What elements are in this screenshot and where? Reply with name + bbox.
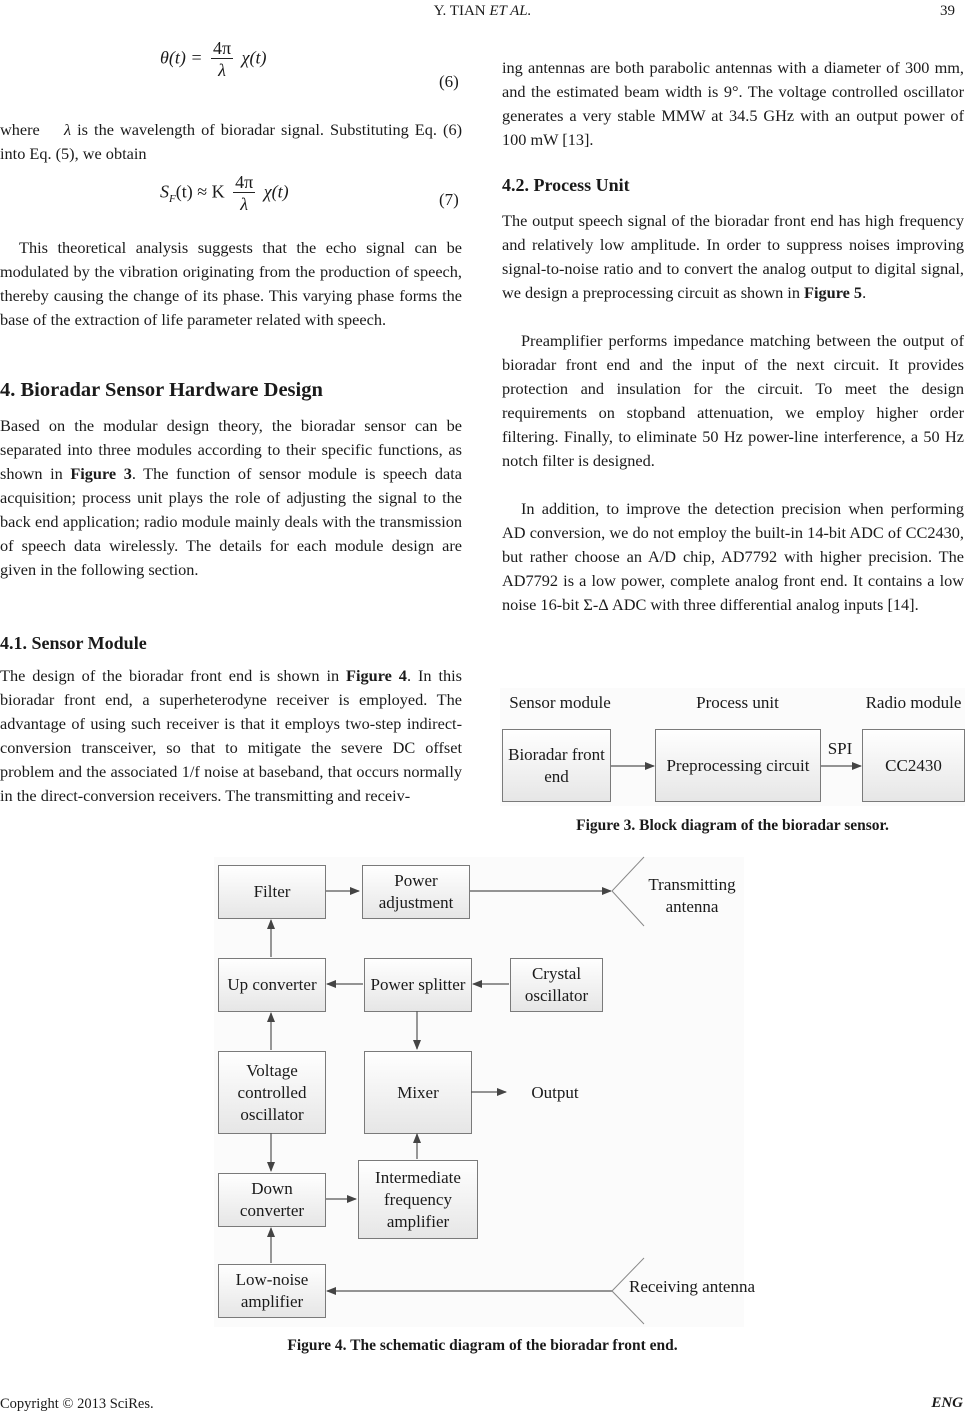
modular-text: Based on the modular design theory, the bioradar sensor can be separated into three modules according to their specific functions, as shown in — [0, 416, 462, 483]
lambda-symbol: λ — [64, 120, 72, 139]
where-text: where — [0, 120, 40, 139]
spi-label: SPI — [827, 739, 853, 758]
receiving-antenna-label: Receiving antenna — [628, 1277, 756, 1296]
cc2430-box: CC2430 — [862, 729, 965, 802]
figure-3-caption: Figure 3. Block diagram of the bioradar sensor. — [576, 817, 889, 834]
eq6-denominator: λ — [218, 60, 226, 80]
sensor-text-rest: . In this bioradar front end, a superheterodyne receiver is employed. The advantage of using such receiver is that it employs two-step indirect-conversion transceiver, so that to mitigate the severe DC offset problem and the associated 1/f noise at baseband, that occurs normally in the direct-conversion receivers. The transmitting and receiv- — [0, 666, 462, 805]
eq7-numerator: 4π — [235, 172, 254, 192]
section-4-heading: 4. Bioradar Sensor Hardware Design — [0, 379, 323, 401]
eq7-subscript: F — [169, 193, 176, 206]
filter-box: Filter — [218, 865, 326, 919]
power-adjustment-box: Power adjustment — [362, 865, 470, 919]
page-number: 39 — [940, 3, 955, 19]
if-amplifier-box: Intermediate frequency amplifier — [358, 1160, 478, 1239]
where-text-rest: is the wavelength of bioradar signal. Substituting Eq. (6) into Eq. (5), we obtain — [0, 120, 463, 163]
section-4-2-heading: 4.2. Process Unit — [502, 175, 630, 195]
copyright-footer: Copyright © 2013 SciRes. — [0, 1396, 154, 1412]
modular-text-rest: . The function of sensor module is speech data acquisition; process unit plays the role of adjusting the signal to the back end application; radio module mainly deals with the transmission of speech data wirelessly. The details for each module design are given in the following section. — [0, 464, 462, 579]
eq6-rhs: χ(t) — [241, 47, 267, 68]
transmitting-antenna-label: Transmitting antenna — [648, 875, 736, 916]
down-converter-box: Down converter — [218, 1173, 326, 1227]
eq7-denominator: λ — [240, 194, 249, 214]
preamp-text: Preamplifier performs impedance matching between the output of bioradar front end and the input of the next circuit. It provides protection and insulation for the circuit. To meet the design requirements on stopband attenuation, we employ higher order filtering. Finally, to eliminate 50 Hz power-line interference, a 50 Hz notch filter is designed. — [502, 331, 964, 470]
process-text-end: . — [862, 283, 867, 302]
vco-box: Voltage controlled oscillator — [218, 1051, 326, 1134]
eq7-s: S — [160, 181, 169, 202]
figure-4-reference[interactable]: Figure 4 — [346, 666, 407, 685]
adc-text: In addition, to improve the detection precision when performing AD conversion, we do not employ the built-in 14-bit ADC of CC2430, but rather choose an A/D chip, AD7792 with higher precision. The AD7792 is a low power, complete analog front end. It contains a low noise 16-bit Σ-Δ ADC with three differential analog inputs [14]. — [502, 499, 964, 614]
receiving-antenna-icon-lower — [612, 1291, 644, 1324]
figure-5-reference[interactable]: Figure 5 — [804, 283, 863, 302]
transmitting-antenna-icon-lower — [612, 891, 644, 926]
sensor-text: The design of the bioradar front end is shown in — [0, 666, 347, 685]
figure-3-reference[interactable]: Figure 3 — [70, 464, 132, 483]
header-etal: ET AL. — [489, 3, 532, 19]
eq7-lhs: (t) ≈ K — [175, 181, 225, 202]
theory-text: This theoretical analysis suggests that the echo signal can be modulated by the vibration originating from the production of speech, thereby causing the change of its phase. This varying phase forms the base of the extraction of life parameter related with speech. — [0, 238, 462, 329]
output-label: Output — [531, 1083, 579, 1102]
up-converter-box: Up converter — [218, 958, 326, 1012]
figure-4-caption: Figure 4. The schematic diagram of the bioradar front end. — [287, 1337, 678, 1354]
equation-6-number: (6) — [439, 72, 459, 91]
bioradar-front-end-box: Bioradar front end — [502, 729, 611, 802]
power-splitter-box: Power splitter — [364, 958, 472, 1012]
process-unit-label: Process unit — [696, 693, 779, 712]
equation-7-number: (7) — [439, 190, 459, 209]
section-4-1-heading: 4.1. Sensor Module — [0, 633, 147, 653]
mixer-box: Mixer — [364, 1051, 472, 1134]
eq7-rhs: χ(t) — [263, 181, 289, 202]
transmitting-antenna-icon-upper — [612, 857, 644, 891]
antenna-text: ing antennas are both parabolic antennas with a diameter of 300 mm, and the estimated beam width is 9°. The voltage controlled oscillator generates a very stable MMW at 34.5 GHz with an output power of 100 mW [13]. — [502, 58, 964, 149]
eq6-lhs: θ(t) = — [160, 47, 203, 68]
crystal-oscillator-box: Crystal oscillator — [510, 958, 603, 1012]
sensor-module-label: Sensor module — [509, 693, 611, 712]
radio-module-label: Radio module — [865, 693, 962, 712]
receiving-antenna-icon-upper — [612, 1258, 644, 1291]
preprocessing-circuit-box: Preprocessing circuit — [655, 729, 821, 802]
eq6-numerator: 4π — [212, 38, 232, 58]
process-text: The output speech signal of the bioradar front end has high frequency and relatively low amplitude. In order to suppress noises improving signal-to-noise ratio and to convert the analog output to digital signal, we design a preprocessing circuit as shown in — [502, 211, 964, 302]
low-noise-amplifier-box: Low-noise amplifier — [218, 1264, 326, 1318]
journal-footer: ENG — [931, 1395, 963, 1411]
header-author: Y. TIAN — [433, 3, 486, 19]
